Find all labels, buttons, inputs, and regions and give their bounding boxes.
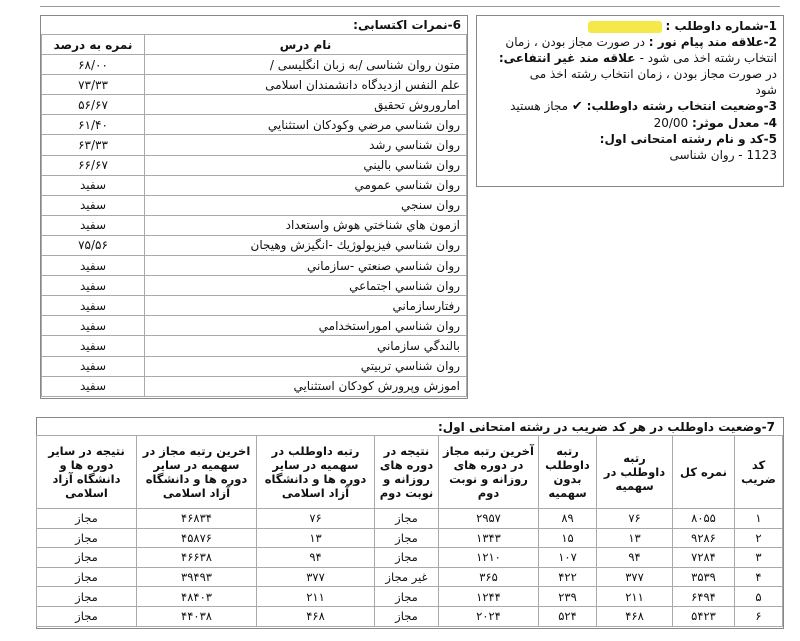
gpa-value: 20/00 (653, 116, 693, 130)
course-grade: سفيد (42, 376, 145, 396)
rank-in-quota-header: رتبه داوطلب در سهمیه (597, 436, 673, 509)
course-grade: سفيد (42, 336, 145, 356)
total-score-cell: ۳۵۳۹ (673, 567, 735, 587)
total-score-cell: ۵۴۲۳ (673, 606, 735, 626)
course-grade: ۶۱/۴۰ (42, 115, 145, 135)
last-allowed-rank-other-header: اخرین رتبه مجاز در سهمیه در سایر دوره ها و دانشگاه آزاد اسلامی (137, 436, 257, 509)
course-name: بالندگي سازماني (145, 336, 467, 356)
result-day-cell: مجاز (375, 606, 439, 626)
course-name: روان شناسي اجتماعي (145, 276, 467, 296)
rank-in-quota-cell: ۳۷۷ (597, 567, 673, 587)
coef-code-cell: ۳ (735, 548, 783, 568)
check-icon: ✔ (571, 99, 583, 114)
grade-row (42, 195, 467, 215)
last-allowed-rank-other-cell: ۳۹۴۹۳ (137, 567, 257, 587)
course-grade: سفيد (42, 316, 145, 336)
rank-in-quota-other-cell: ۴۶۸ (257, 606, 375, 626)
course-name: روان شناسي باليني (145, 155, 467, 175)
total-score-cell: ۹۲۸۶ (673, 528, 735, 548)
grade-row (42, 276, 467, 296)
last-allowed-rank-other-cell: ۴۴۰۳۸ (137, 606, 257, 626)
results-row (37, 528, 783, 548)
exam-field-label: 5-کد و نام رشته امتحانی اول: (599, 132, 777, 146)
grade-row (42, 235, 467, 255)
result-day-cell: مجاز (375, 528, 439, 548)
rank-in-quota-cell: ۲۱۱ (597, 587, 673, 607)
coef-code-cell: ۶ (735, 606, 783, 626)
course-grade: ۶۶/۶۷ (42, 155, 145, 175)
grade-row (42, 256, 467, 276)
grades-header-row (42, 35, 467, 55)
course-name: روان شناسي تربيتي (145, 356, 467, 376)
course-name: علم النفس ازدیدگاه دانشمندان اسلامی (145, 75, 467, 95)
page-top-border (40, 0, 780, 7)
selection-status-line (483, 98, 777, 115)
course-grade: سفيد (42, 215, 145, 235)
exam-field-line (483, 131, 777, 147)
last-allowed-rank-day-cell: ۲۹۵۷ (439, 509, 539, 529)
course-name: اماروروش تحقیق (145, 95, 467, 115)
coef-code-cell: ۱ (735, 509, 783, 529)
course-name: رفتارسازماني (145, 296, 467, 316)
rank-in-quota-other-header: رتبه داوطلب در سهمیه در سایر دوره ها و دانشگاه آزاد اسلامی (257, 436, 375, 509)
course-grade: سفيد (42, 256, 145, 276)
grade-row (42, 115, 467, 135)
total-score-header: نمره کل (673, 436, 735, 509)
grade-row (42, 95, 467, 115)
rank-no-quota-header: رتبه داوطلب بدون سهمیه (539, 436, 597, 509)
last-allowed-rank-day-cell: ۱۲۱۰ (439, 548, 539, 568)
coef-code-cell: ۵ (735, 587, 783, 607)
result-day-cell: غیر مجاز (375, 567, 439, 587)
results-row (37, 567, 783, 587)
course-name: روان شناسي اموراستخدامي (145, 316, 467, 336)
result-other-cell: مجاز (37, 528, 137, 548)
last-allowed-rank-other-cell: ۴۵۸۷۶ (137, 528, 257, 548)
payam-noor-text: در صورت مجاز بودن ، زمان (505, 35, 649, 49)
payam-noor-label: 2-علاقه مند پیام نور : (648, 35, 777, 49)
grade-row (42, 135, 467, 155)
grade-row (42, 155, 467, 175)
result-day-cell: مجاز (375, 548, 439, 568)
last-allowed-rank-other-cell: ۴۸۴۰۳ (137, 587, 257, 607)
nonprofit-text-line-2 (483, 82, 777, 98)
grade-percent-header: نمره به درصد (42, 35, 145, 55)
selection-status-value: مجاز هستید (510, 99, 572, 113)
course-name-header: نام درس (145, 35, 467, 55)
rank-no-quota-cell: ۲۳۹ (539, 587, 597, 607)
course-grade: ۶۳/۳۳ (42, 135, 145, 155)
exam-field-value: 1123 - روان شناسی (669, 148, 777, 162)
course-grade: سفيد (42, 195, 145, 215)
grade-row (42, 296, 467, 316)
rank-in-quota-other-cell: ۷۶ (257, 509, 375, 529)
gpa-label: 4- معدل موثر: (692, 116, 777, 130)
last-allowed-rank-day-cell: ۲۰۲۴ (439, 606, 539, 626)
coef-code-cell: ۲ (735, 528, 783, 548)
course-grade: سفيد (42, 296, 145, 316)
grades-panel (40, 15, 468, 399)
rank-in-quota-cell: ۹۴ (597, 548, 673, 568)
course-name: روان شناسي رشد (145, 135, 467, 155)
gpa-line (483, 115, 777, 131)
grade-row (42, 75, 467, 95)
result-other-cell: مجاز (37, 606, 137, 626)
result-day-cell: مجاز (375, 587, 439, 607)
results-row (37, 587, 783, 607)
course-grade: ۷۳/۳۳ (42, 75, 145, 95)
results-table (36, 435, 783, 627)
exam-field-value-line (483, 147, 777, 163)
results-title: 7-وضعیت داوطلب در هر کد ضریب در رشته امتحانی اول: (437, 420, 775, 434)
results-header-row (37, 436, 783, 509)
nonprofit-text-line (483, 66, 777, 82)
rank-no-quota-cell: ۵۲۴ (539, 606, 597, 626)
rank-no-quota-cell: ۸۹ (539, 509, 597, 529)
results-row (37, 509, 783, 529)
grade-row (42, 316, 467, 336)
grade-row (42, 175, 467, 195)
coef-code-cell: ۴ (735, 567, 783, 587)
rank-in-quota-other-cell: ۱۳ (257, 528, 375, 548)
result-other-cell: مجاز (37, 587, 137, 607)
last-allowed-rank-other-cell: ۴۶۸۳۴ (137, 509, 257, 529)
results-panel (36, 417, 784, 629)
course-grade: ۶۸/۰۰ (42, 55, 145, 75)
result-day-cell: مجاز (375, 509, 439, 529)
rank-in-quota-cell: ۱۳ (597, 528, 673, 548)
course-grade: سفيد (42, 175, 145, 195)
course-name: روان شناسي مرضي وكودكان استثنايي (145, 115, 467, 135)
course-grade: سفيد (42, 356, 145, 376)
course-grade: ۵۶/۶۷ (42, 95, 145, 115)
last-allowed-rank-other-cell: ۴۶۶۳۸ (137, 548, 257, 568)
results-row (37, 606, 783, 626)
result-other-header: نتیجه در سایر دوره ها و دانشگاه آزاد اسلامی (37, 436, 137, 509)
course-name: روان شناسي صنعتي -سازماني (145, 256, 467, 276)
results-row (37, 548, 783, 568)
result-day-header: نتیجه در دوره های روزانه و نوبت دوم (375, 436, 439, 509)
grades-title: 6-نمرات اکتسابی: (353, 18, 461, 32)
course-grade: سفيد (42, 276, 145, 296)
grade-row (42, 55, 467, 75)
nonprofit-line (483, 50, 777, 66)
rank-no-quota-cell: ۴۲۲ (539, 567, 597, 587)
total-score-cell: ۷۲۸۴ (673, 548, 735, 568)
candidate-number-line (483, 18, 777, 34)
course-name: روان سنجي (145, 195, 467, 215)
grade-row (42, 215, 467, 235)
grades-table (41, 34, 467, 397)
rank-in-quota-other-cell: ۲۱۱ (257, 587, 375, 607)
selection-status-label: 3-وضعیت انتخاب رشته داوطلب: (586, 99, 777, 113)
total-score-cell: ۶۴۹۴ (673, 587, 735, 607)
rank-in-quota-other-cell: ۳۷۷ (257, 567, 375, 587)
payam-noor-line (483, 34, 777, 50)
course-name: روان شناسي عمومي (145, 175, 467, 195)
result-other-cell: مجاز (37, 509, 137, 529)
grade-row (42, 356, 467, 376)
grade-row (42, 336, 467, 356)
last-allowed-rank-day-cell: ۳۶۵ (439, 567, 539, 587)
rank-in-quota-cell: ۷۶ (597, 509, 673, 529)
last-allowed-rank-day-header: آخرین رتبه مجاز در دوره های روزانه و نوبت دوم (439, 436, 539, 509)
rank-no-quota-cell: ۱۵ (539, 528, 597, 548)
course-name: اموزش وپرورش كودكان استثنايي (145, 376, 467, 396)
course-grade: ۷۵/۵۶ (42, 235, 145, 255)
course-name: ازمون هاي شناختي هوش واستعداد (145, 215, 467, 235)
nonprofit-text: در صورت مجاز بودن ، زمان انتخاب رشته اخذ می (529, 67, 777, 81)
candidate-info-panel (476, 15, 784, 187)
rank-in-quota-other-cell: ۹۴ (257, 548, 375, 568)
nonprofit-prefix-text: انتخاب رشته اخذ می شود - (639, 51, 777, 65)
nonprofit-label: علاقه مند غیر انتفاعی: (498, 51, 640, 65)
grade-row (42, 376, 467, 396)
rank-in-quota-cell: ۴۶۸ (597, 606, 673, 626)
result-other-cell: مجاز (37, 548, 137, 568)
course-name: روان شناسي فيزيولوژيك -انگيزش وهيجان (145, 235, 467, 255)
last-allowed-rank-day-cell: ۱۳۴۳ (439, 528, 539, 548)
nonprofit-text-2: شود (755, 83, 777, 97)
last-allowed-rank-day-cell: ۱۲۴۴ (439, 587, 539, 607)
result-other-cell: مجاز (37, 567, 137, 587)
total-score-cell: ۸۰۵۵ (673, 509, 735, 529)
candidate-number-label: 1-شماره داوطلب : (665, 19, 777, 33)
rank-no-quota-cell: ۱۰۷ (539, 548, 597, 568)
coef-code-header: کد ضریب (735, 436, 783, 509)
course-name: متون روان شناسی /به زبان انگلیسی / (145, 55, 467, 75)
redacted-candidate-number (588, 21, 662, 33)
